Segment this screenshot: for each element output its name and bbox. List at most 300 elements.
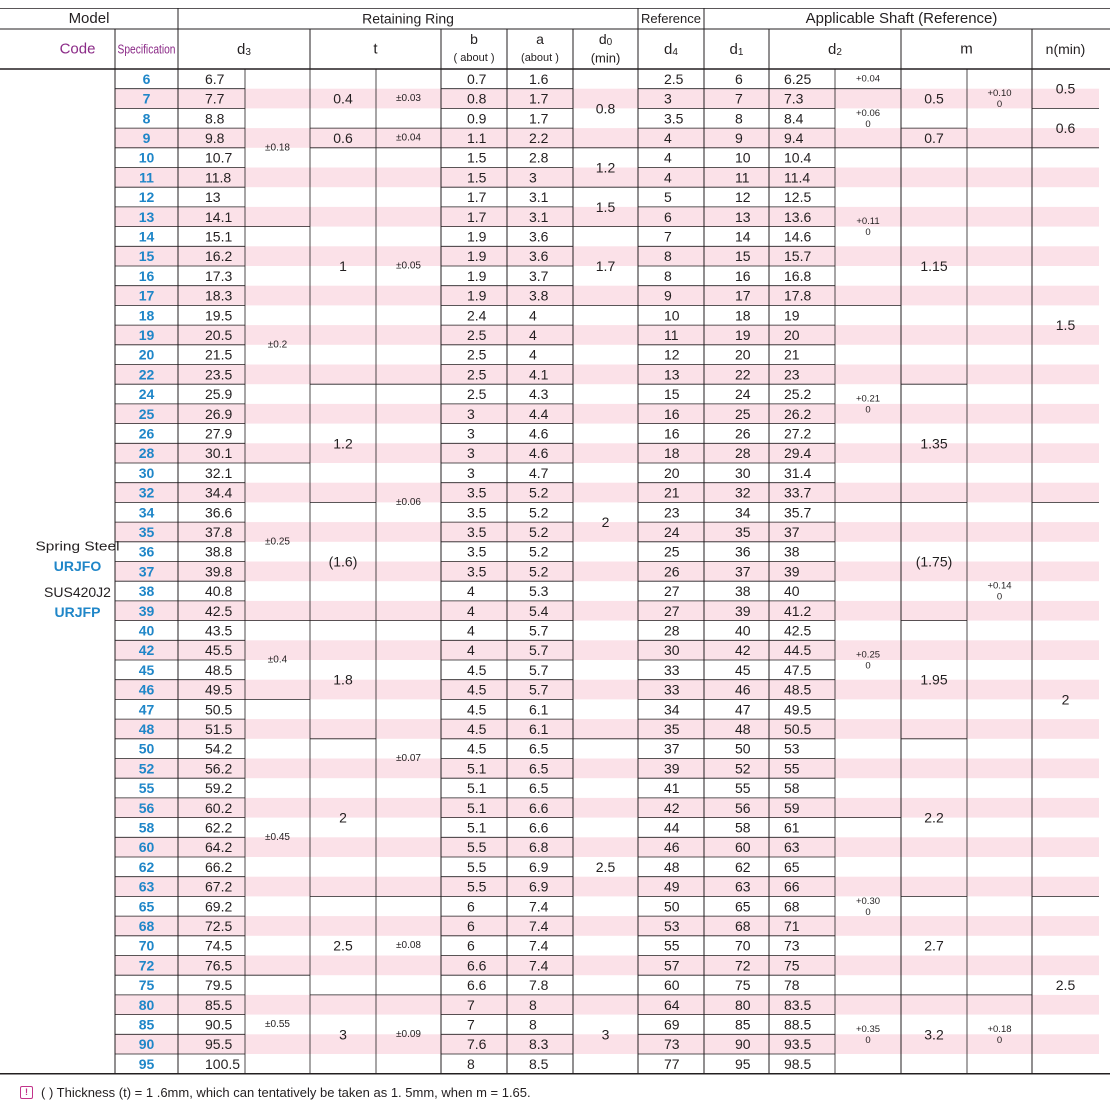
d1-value: 38: [735, 583, 751, 600]
row-stripe: [1032, 1034, 1099, 1054]
d3-value: 18.3: [205, 287, 233, 304]
row-stripe: [835, 168, 901, 188]
d0-value: 1.5: [595, 198, 616, 215]
row-stripe: [376, 207, 441, 227]
a-value: 6.5: [529, 740, 549, 757]
row-stripe: [310, 404, 376, 424]
a-value: 1.7: [529, 90, 549, 107]
spec-code: 20: [138, 346, 155, 363]
d3-value: 19.5: [205, 307, 233, 324]
row-stripe: [573, 483, 638, 503]
row-stripe: [901, 483, 967, 503]
d4-value: 30: [664, 642, 680, 659]
b-value: 3.5: [467, 484, 487, 501]
d3-value: 38.8: [205, 543, 233, 560]
d4-value: 25: [664, 543, 680, 560]
d2-value: 10.4: [784, 149, 812, 166]
row-stripe: [245, 798, 310, 818]
a-value: 6.5: [529, 760, 549, 777]
header-a-note: (about ): [521, 52, 559, 64]
d1-value: 26: [735, 425, 751, 442]
a-value: 4.4: [529, 405, 549, 422]
d4-value: 34: [664, 701, 680, 718]
row-stripe: [835, 246, 901, 266]
d2-value: 71: [784, 917, 800, 934]
a-value: 4.1: [529, 366, 549, 383]
b-value: 6.6: [467, 957, 487, 974]
spec-code: 65: [138, 898, 155, 915]
row-stripe: [573, 286, 638, 306]
n-min-value: 2: [1061, 691, 1070, 708]
d2-tolerance-upper: +0.30: [855, 895, 881, 907]
b-value: 1.9: [467, 267, 487, 284]
row-stripe: [245, 404, 310, 424]
row-stripe: [901, 325, 967, 345]
d2-value: 83.5: [784, 996, 812, 1013]
a-value: 4.6: [529, 425, 549, 442]
d1-value: 36: [735, 543, 751, 560]
d3-value: 85.5: [205, 996, 233, 1013]
spec-code: 75: [138, 977, 155, 994]
d2-value: 16.8: [784, 267, 812, 284]
row-stripe: [573, 640, 638, 660]
d1-value: 58: [735, 819, 751, 836]
a-value: 6.6: [529, 799, 549, 816]
d3-value: 16.2: [205, 248, 233, 265]
a-value: 5.2: [529, 504, 549, 521]
row-stripe: [573, 601, 638, 621]
b-value: 0.7: [467, 70, 487, 87]
spec-table: [0, 8, 1110, 1076]
row-stripe: [376, 798, 441, 818]
d1-value: 28: [735, 445, 751, 462]
m-tolerance-upper: +0.10: [987, 88, 1012, 100]
d1-value: 30: [735, 464, 751, 481]
a-value: 4: [529, 326, 537, 343]
d3-value: 39.8: [205, 563, 233, 580]
a-value: 4.3: [529, 386, 549, 403]
d4-value: 48: [664, 858, 680, 875]
d2-tolerance-lower: 0: [865, 404, 871, 416]
spec-code: 39: [138, 602, 155, 619]
n-min-value: 0.5: [1055, 80, 1076, 97]
row-stripe: [967, 522, 1032, 542]
a-value: 2.2: [529, 129, 549, 146]
row-stripe: [310, 168, 376, 188]
b-value: 4.5: [467, 740, 487, 757]
t-value: 1.2: [333, 435, 353, 452]
d2-value: 38: [784, 543, 800, 560]
spec-code: 12: [138, 189, 155, 206]
row-stripe: [835, 877, 901, 897]
d4-value: 28: [664, 622, 680, 639]
d2-value: 35.7: [784, 504, 812, 521]
row-stripe: [1032, 483, 1099, 503]
row-stripe: [310, 483, 376, 503]
row-stripe: [835, 325, 901, 345]
b-value: 6: [467, 917, 475, 934]
t-value: 1.8: [333, 671, 353, 688]
b-value: 1.1: [467, 129, 487, 146]
row-stripe: [245, 956, 310, 976]
b-value: 4: [467, 583, 475, 600]
row-stripe: [901, 522, 967, 542]
row-stripe: [967, 483, 1032, 503]
row-stripe: [573, 719, 638, 739]
row-stripe: [376, 956, 441, 976]
a-value: 7.4: [529, 898, 549, 915]
spec-code: 46: [138, 681, 155, 698]
header-d0: $d_0$: [598, 31, 613, 48]
row-stripe: [967, 759, 1032, 779]
row-stripe: [967, 680, 1032, 700]
d4-value: 33: [664, 681, 680, 698]
d1-value: 9: [735, 129, 743, 146]
row-stripe: [376, 837, 441, 857]
row-stripe: [245, 365, 310, 385]
d2-value: 15.7: [784, 248, 812, 265]
d1-value: 68: [735, 917, 751, 934]
t-tolerance: ±0.08: [396, 940, 421, 952]
row-stripe: [573, 562, 638, 582]
d1-value: 17: [735, 287, 751, 304]
row-stripe: [967, 837, 1032, 857]
row-stripe: [310, 995, 376, 1015]
row-stripe: [901, 404, 967, 424]
row-stripe: [835, 128, 901, 148]
spec-code: 32: [138, 484, 155, 501]
row-stripe: [835, 562, 901, 582]
a-value: 8.3: [529, 1036, 549, 1053]
row-stripe: [245, 759, 310, 779]
b-value: 8: [467, 1055, 475, 1072]
d1-value: 48: [735, 720, 751, 737]
b-value: 4: [467, 622, 475, 639]
d2-value: 48.5: [784, 681, 812, 698]
header-d0-note: (min): [590, 50, 621, 66]
b-value: 2.5: [467, 386, 487, 403]
row-stripe: [967, 365, 1032, 385]
spec-code: 35: [138, 523, 155, 540]
d3-value: 49.5: [205, 681, 233, 698]
d3-value: 60.2: [205, 799, 233, 816]
row-stripe: [573, 798, 638, 818]
row-stripe: [835, 995, 901, 1015]
a-value: 5.7: [529, 661, 549, 678]
d2-tolerance-lower: 0: [865, 118, 871, 130]
row-stripe: [376, 916, 441, 936]
d2-tolerance-upper: +0.04: [855, 73, 881, 85]
row-stripe: [1032, 916, 1099, 936]
t-value: (1.6): [328, 553, 358, 570]
row-stripe: [245, 562, 310, 582]
d1-value: 42: [735, 642, 751, 659]
d3-value: 56.2: [205, 760, 233, 777]
m-value: 1.95: [920, 671, 948, 688]
row-stripe: [310, 325, 376, 345]
d4-value: 42: [664, 799, 680, 816]
row-stripe: [573, 365, 638, 385]
row-stripe: [310, 522, 376, 542]
d4-value: 64: [664, 996, 680, 1013]
spec-code: 38: [138, 583, 155, 600]
d1-value: 85: [735, 1016, 751, 1033]
row-stripe: [967, 877, 1032, 897]
a-value: 4.7: [529, 464, 549, 481]
b-value: 6.6: [467, 977, 487, 994]
row-stripe: [376, 522, 441, 542]
m-value: 2.2: [924, 809, 944, 826]
spec-code: 18: [138, 307, 155, 324]
d4-value: 2.5: [664, 70, 684, 87]
row-stripe: [967, 246, 1032, 266]
d1-value: 16: [735, 267, 751, 284]
spec-code: 50: [138, 740, 155, 757]
d3-value: 62.2: [205, 819, 233, 836]
row-stripe: [245, 443, 310, 463]
d3-value: 59.2: [205, 780, 233, 797]
row-stripe: [1032, 286, 1099, 306]
d3-value: 11.8: [205, 169, 232, 186]
spec-code: 7: [142, 90, 151, 107]
row-stripe: [310, 286, 376, 306]
d2-value: 65: [784, 858, 800, 875]
d1-value: 70: [735, 937, 751, 954]
row-stripe: [245, 916, 310, 936]
d2-tolerance-upper: +0.35: [855, 1023, 881, 1035]
row-stripe: [245, 246, 310, 266]
d3-value: 21.5: [205, 346, 233, 363]
d1-value: 95: [735, 1055, 751, 1072]
b-value: 3.5: [467, 563, 487, 580]
spec-code: 52: [138, 760, 155, 777]
d3-value: 7.7: [205, 90, 225, 107]
d3-value: 14.1: [205, 208, 233, 225]
row-stripe: [1032, 246, 1099, 266]
d1-value: 34: [735, 504, 751, 521]
row-stripe: [573, 759, 638, 779]
d4-value: 4: [664, 169, 672, 186]
d3-value: 66.2: [205, 858, 233, 875]
d3-value: 6.7: [205, 70, 225, 87]
d3-value: 36.6: [205, 504, 233, 521]
header-d2: $d_2$: [828, 40, 842, 58]
d3-value: 8.8: [205, 110, 225, 127]
b-value: 1.9: [467, 248, 487, 265]
d3-value: 40.8: [205, 583, 233, 600]
b-value: 1.7: [467, 208, 487, 225]
b-value: 7: [467, 996, 475, 1013]
row-stripe: [245, 995, 310, 1015]
d3-value: 17.3: [205, 267, 233, 284]
d1-value: 12: [735, 189, 751, 206]
d3-value: 25.9: [205, 386, 233, 403]
spec-code: 11: [139, 169, 154, 186]
a-value: 3: [529, 169, 537, 186]
row-stripe: [967, 562, 1032, 582]
a-value: 7.4: [529, 937, 549, 954]
a-value: 3.1: [529, 208, 549, 225]
d2-value: 63: [784, 839, 800, 856]
b-value: 5.1: [467, 799, 487, 816]
d0-value: 0.8: [595, 100, 616, 117]
d2-tolerance-lower: 0: [865, 227, 871, 239]
d2-value: 58: [784, 780, 800, 797]
d4-value: 53: [664, 917, 680, 934]
b-value: 2.4: [467, 307, 487, 324]
header-a: a: [536, 31, 544, 47]
row-stripe: [1032, 759, 1099, 779]
spec-code: 6: [142, 70, 151, 87]
row-stripe: [967, 168, 1032, 188]
a-value: 5.2: [529, 484, 549, 501]
row-stripe: [967, 325, 1032, 345]
b-value: 1.9: [467, 287, 487, 304]
d1-value: 52: [735, 760, 751, 777]
row-stripe: [376, 601, 441, 621]
d4-value: 57: [664, 957, 680, 974]
row-stripe: [310, 719, 376, 739]
d2-value: 98.5: [784, 1055, 812, 1072]
d2-value: 9.4: [784, 129, 804, 146]
row-stripe: [835, 89, 901, 109]
spec-code: 60: [138, 839, 155, 856]
n-min-value: 1.5: [1055, 317, 1076, 334]
row-stripe: [835, 286, 901, 306]
d4-value: 24: [664, 523, 680, 540]
a-value: 6.9: [529, 858, 549, 875]
row-stripe: [901, 719, 967, 739]
header-d4: $d_4$: [664, 40, 678, 58]
a-value: 2.8: [529, 149, 549, 166]
d0-value: 2.5: [595, 858, 616, 875]
t-tolerance: ±0.07: [396, 753, 421, 764]
d4-value: 16: [664, 405, 680, 422]
code-label-sus420j2: SUS420J2: [44, 583, 111, 600]
d1-value: 46: [735, 681, 751, 698]
footnote-text: ( ) Thickness (t) = 1 .6mm, which can tentatively be taken as 1. 5mm, when m = 1.65.: [41, 1084, 531, 1100]
d3-tolerance: ±0.18: [265, 142, 290, 154]
row-stripe: [835, 916, 901, 936]
d1-value: 80: [735, 996, 751, 1013]
header-d1: $d_1$: [729, 40, 744, 58]
d4-value: 20: [664, 464, 680, 481]
row-stripe: [376, 995, 441, 1015]
d1-value: 37: [735, 563, 751, 580]
d4-value: 4: [664, 149, 672, 166]
d4-value: 39: [664, 760, 680, 777]
b-value: 7: [467, 1016, 475, 1033]
a-value: 5.7: [529, 622, 549, 639]
row-stripe: [835, 759, 901, 779]
row-stripe: [1032, 562, 1099, 582]
a-value: 8: [529, 996, 537, 1013]
spec-code: 26: [138, 425, 155, 442]
b-value: 3.5: [467, 523, 487, 540]
d1-value: 56: [735, 799, 751, 816]
a-value: 6.1: [529, 720, 549, 737]
d2-tolerance-lower: 0: [865, 1034, 871, 1046]
b-value: 3: [467, 445, 475, 462]
d1-value: 14: [735, 228, 751, 245]
a-value: 4: [529, 307, 537, 324]
d2-tolerance-lower: 0: [865, 906, 871, 918]
d3-value: 48.5: [205, 661, 233, 678]
a-value: 5.7: [529, 681, 549, 698]
a-value: 1.6: [529, 70, 549, 87]
spec-code: 85: [138, 1016, 155, 1033]
d3-value: 30.1: [205, 445, 233, 462]
spec-code: 24: [138, 386, 155, 403]
d3-value: 76.5: [205, 957, 233, 974]
d1-value: 47: [735, 701, 751, 718]
d1-value: 25: [735, 405, 751, 422]
d3-value: 20.5: [205, 326, 233, 343]
spec-code: 34: [138, 504, 155, 521]
row-stripe: [901, 995, 967, 1015]
d4-value: 23: [664, 504, 680, 521]
a-value: 3.6: [529, 248, 549, 265]
b-value: 4.5: [467, 701, 487, 718]
d3-tolerance: ±0.25: [265, 536, 290, 548]
a-value: 3.1: [529, 189, 549, 206]
d2-value: 93.5: [784, 1036, 812, 1053]
spec-code: 40: [138, 622, 155, 639]
d2-value: 31.4: [784, 464, 812, 481]
row-stripe: [376, 562, 441, 582]
row-stripe: [1032, 168, 1099, 188]
row-stripe: [376, 286, 441, 306]
header-reference: Reference: [641, 11, 701, 26]
row-stripe: [245, 601, 310, 621]
d4-value: 60: [664, 977, 680, 994]
row-stripe: [376, 325, 441, 345]
spec-code: 47: [138, 701, 155, 718]
row-stripe: [901, 916, 967, 936]
row-stripe: [310, 601, 376, 621]
t-tolerance: ±0.06: [396, 496, 421, 508]
d4-value: 69: [664, 1016, 680, 1033]
d2-value: 12.5: [784, 189, 812, 206]
d1-value: 60: [735, 839, 751, 856]
d3-value: 10.7: [205, 149, 233, 166]
d2-tolerance-upper: +0.06: [855, 107, 881, 119]
d4-value: 37: [664, 740, 680, 757]
d2-value: 47.5: [784, 661, 812, 678]
row-stripe: [901, 640, 967, 660]
row-stripe: [835, 956, 901, 976]
a-value: 3.6: [529, 228, 549, 245]
spec-code: 25: [138, 405, 155, 422]
d3-value: 69.2: [205, 898, 233, 915]
spec-code: 56: [138, 799, 155, 816]
b-value: 1.7: [467, 189, 487, 206]
a-value: 5.4: [529, 602, 549, 619]
header-m: m: [960, 40, 973, 58]
spec-code: 19: [138, 326, 155, 343]
d3-value: 51.5: [205, 720, 233, 737]
m-value: 1.15: [920, 258, 948, 274]
row-stripe: [1032, 877, 1099, 897]
header-d3: $d_3$: [237, 40, 251, 58]
d4-value: 13: [664, 366, 680, 383]
d1-value: 10: [735, 149, 751, 166]
m-tolerance-lower: 0: [996, 99, 1003, 111]
row-stripe: [901, 759, 967, 779]
row-stripe: [835, 443, 901, 463]
spec-code: 70: [138, 937, 155, 954]
t-value: 2: [339, 809, 347, 826]
